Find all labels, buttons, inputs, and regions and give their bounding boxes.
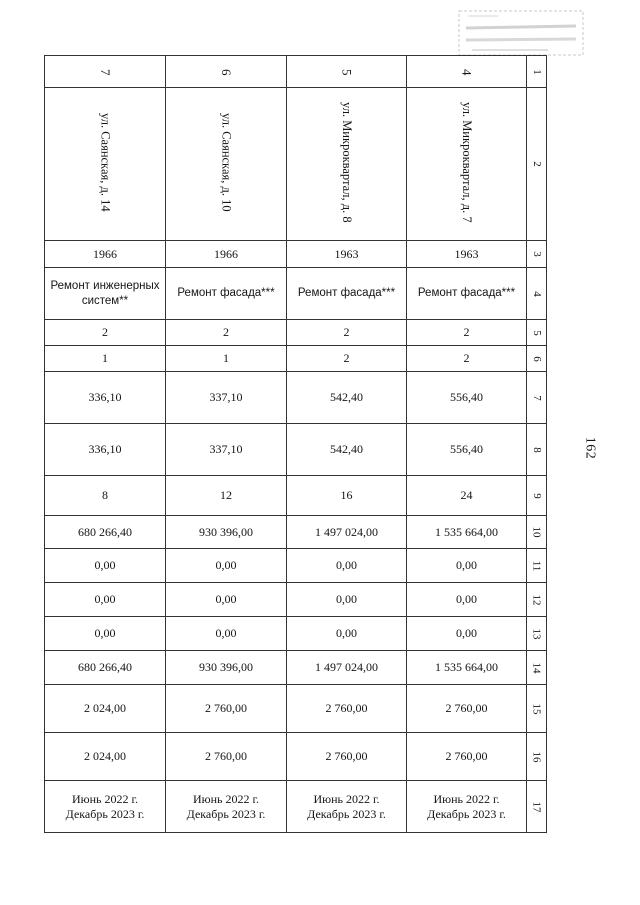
data-cell: 0,00	[166, 549, 287, 583]
row-label: 1	[527, 56, 547, 88]
table-row	[45, 320, 547, 346]
row-label: 6	[527, 346, 547, 372]
period-cell: Июнь 2022 г. Декабрь 2023 г.	[45, 781, 166, 833]
data-cell: 2	[407, 320, 527, 346]
row-label: 7	[527, 372, 547, 424]
address-cell: ул. Микроквартал, д. 7	[407, 88, 527, 241]
table-row	[45, 781, 547, 833]
data-cell: 2	[166, 320, 287, 346]
work-type-cell: Ремонт фасада***	[166, 268, 287, 320]
year-cell: 1966	[45, 241, 166, 268]
row-label: 16	[527, 733, 547, 781]
house-number-cell: 7	[45, 56, 166, 88]
table-row	[45, 476, 547, 516]
table-row	[45, 549, 547, 583]
data-cell: 337,10	[166, 372, 287, 424]
data-cell: 0,00	[166, 617, 287, 651]
data-cell: 2 024,00	[45, 733, 166, 781]
data-cell: 680 266,40	[45, 516, 166, 549]
data-cell: 2 760,00	[166, 685, 287, 733]
table-row	[45, 424, 547, 476]
data-cell: 0,00	[45, 617, 166, 651]
row-label: 17	[527, 781, 547, 833]
data-cell: 1 497 024,00	[287, 516, 407, 549]
work-type-cell: Ремонт фасада***	[407, 268, 527, 320]
period-cell: Июнь 2022 г. Декабрь 2023 г.	[166, 781, 287, 833]
data-cell: 8	[45, 476, 166, 516]
work-type-cell: Ремонт инженерных систем**	[45, 268, 166, 320]
data-cell: 2 760,00	[407, 733, 527, 781]
data-cell: 556,40	[407, 372, 527, 424]
data-cell: 2	[287, 320, 407, 346]
row-label: 15	[527, 685, 547, 733]
table-row	[45, 651, 547, 685]
house-number-cell: 5	[287, 56, 407, 88]
data-cell: 1 535 664,00	[407, 651, 527, 685]
page-number: 162	[582, 436, 598, 460]
data-cell: 930 396,00	[166, 516, 287, 549]
houses-table	[44, 55, 547, 833]
row-label: 11	[527, 549, 547, 583]
data-cell: 2 760,00	[166, 733, 287, 781]
data-cell: 1 535 664,00	[407, 516, 527, 549]
data-cell: 2 024,00	[45, 685, 166, 733]
table-row	[45, 733, 547, 781]
year-cell: 1963	[407, 241, 527, 268]
row-label: 14	[527, 651, 547, 685]
stamp	[458, 10, 584, 56]
data-cell: 0,00	[45, 549, 166, 583]
data-cell: 0,00	[166, 583, 287, 617]
data-cell: 2 760,00	[287, 685, 407, 733]
row-label: 13	[527, 617, 547, 651]
data-cell: 556,40	[407, 424, 527, 476]
data-cell: 0,00	[287, 549, 407, 583]
row-label: 4	[527, 268, 547, 320]
data-cell: 24	[407, 476, 527, 516]
table-row	[45, 617, 547, 651]
table-row	[45, 685, 547, 733]
data-cell: 2 760,00	[287, 733, 407, 781]
year-cell: 1966	[166, 241, 287, 268]
data-cell: 2	[45, 320, 166, 346]
table-row	[45, 241, 547, 268]
row-label: 9	[527, 476, 547, 516]
address-cell: ул. Саянская, д. 14	[45, 88, 166, 241]
data-cell: 0,00	[407, 549, 527, 583]
work-type-cell: Ремонт фасада***	[287, 268, 407, 320]
row-label: 10	[527, 516, 547, 549]
data-cell: 12	[166, 476, 287, 516]
data-cell: 680 266,40	[45, 651, 166, 685]
table-row	[45, 516, 547, 549]
period-cell: Июнь 2022 г. Декабрь 2023 г.	[407, 781, 527, 833]
table-row	[45, 268, 547, 320]
table-row	[45, 372, 547, 424]
data-cell: 0,00	[287, 583, 407, 617]
data-cell: 1 497 024,00	[287, 651, 407, 685]
table-row	[45, 56, 547, 88]
data-cell: 337,10	[166, 424, 287, 476]
period-cell: Июнь 2022 г. Декабрь 2023 г.	[287, 781, 407, 833]
data-cell: 542,40	[287, 372, 407, 424]
year-cell: 1963	[287, 241, 407, 268]
data-cell: 16	[287, 476, 407, 516]
data-cell: 2	[407, 346, 527, 372]
row-label: 12	[527, 583, 547, 617]
data-cell: 0,00	[407, 617, 527, 651]
house-number-cell: 4	[407, 56, 527, 88]
data-cell: 1	[45, 346, 166, 372]
row-label: 2	[527, 88, 547, 241]
data-cell: 1	[166, 346, 287, 372]
table-row	[45, 583, 547, 617]
table-row	[45, 346, 547, 372]
table-row	[45, 88, 547, 241]
address-cell: ул. Саянская, д. 10	[166, 88, 287, 241]
data-cell: 336,10	[45, 424, 166, 476]
data-cell: 0,00	[45, 583, 166, 617]
row-label: 5	[527, 320, 547, 346]
row-label: 8	[527, 424, 547, 476]
data-cell: 2	[287, 346, 407, 372]
address-cell: ул. Микроквартал, д. 8	[287, 88, 407, 241]
data-cell: 542,40	[287, 424, 407, 476]
data-cell: 2 760,00	[407, 685, 527, 733]
row-label: 3	[527, 241, 547, 268]
data-cell: 0,00	[407, 583, 527, 617]
data-cell: 930 396,00	[166, 651, 287, 685]
house-number-cell: 6	[166, 56, 287, 88]
data-cell: 336,10	[45, 372, 166, 424]
data-cell: 0,00	[287, 617, 407, 651]
